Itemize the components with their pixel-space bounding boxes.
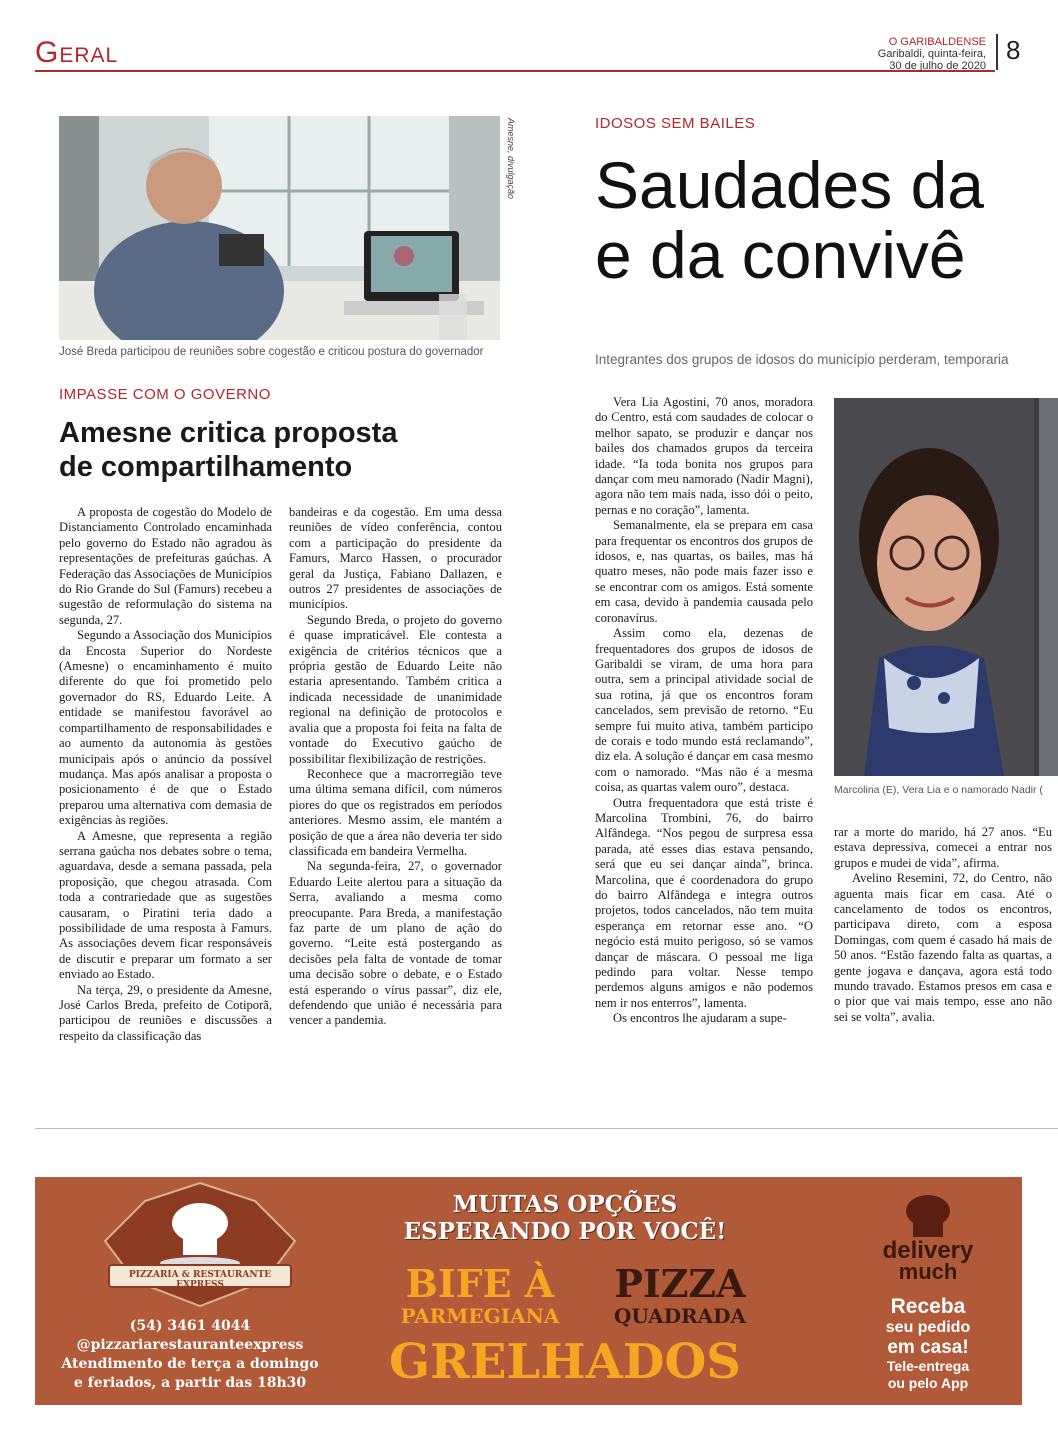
delivery-logo xyxy=(853,1185,1003,1285)
paragraph: bandeiras e da cogestão. Em uma dessa reuniões de vídeo conferência, contou com a participação do presidente da Famurs, Marco Hassen, o procurador geral da Justiça, Fabiano Dallazen, e outros 27 presidentes de associações de municípios. xyxy=(289,505,502,612)
masthead xyxy=(878,36,986,72)
photo-caption: José Breda participou de reuniões sobre cogestão e criticou postura do governador xyxy=(59,346,484,358)
paragraph: Na segunda-feira, 27, o governador Eduardo Leite alertou para a situação da Serra, avaliando a mesma como preocupante. Para Breda, a manifestação faz parte de um plano de ação do governo. “Leite está postergando as decisões pela falta de vontade de tomar uma decisão sobre o debate, e o Estado está esperando o vírus passar”, diz ele, defendendo que união é necessária para vencer a pandemia. xyxy=(289,859,502,1028)
date-line-1: Garibaldi, quinta-feira, xyxy=(877,48,986,60)
section-rule xyxy=(35,70,995,72)
left-headline-line-1: Amesne critica proposta xyxy=(59,417,398,449)
paragraph: Avelino Resemini, 72, do Centro, não aguenta mais ficar em casa. Até o cancelamento de todos os encontros, participava direto, com a esposa Domingas, com quem é casado há mais de 50 anos. “Estão fazendo falta as quartas, a gente jogava e dançava, agora está todo mundo travado. Estamos presos em casa e o pior que vai mais tempo, esse ano não sei se volta”, avalia. xyxy=(834,871,1052,1024)
ad-hours-1: Atendimento de terça a domingo xyxy=(61,1356,319,1372)
ad-hours-2: e feriados, a partir das 18h30 xyxy=(73,1375,307,1391)
right-deck: Integrantes dos grupos de idosos do município perderam, temporaria xyxy=(595,352,1009,367)
section-title: Geral xyxy=(35,36,119,69)
ad-phone: (54) 3461 4044 xyxy=(129,1318,251,1334)
page-divider xyxy=(996,34,998,70)
page-rule xyxy=(35,1128,1058,1129)
ad-handle: @pizzariarestauranteexpress xyxy=(76,1337,304,1353)
ad-banner-2: ESPERANDO POR VOCÊ! xyxy=(403,1218,727,1245)
tele-1: Tele-entrega xyxy=(886,1358,970,1374)
delivery-word-2: much xyxy=(898,1259,958,1284)
paragraph: A proposta de cogestão do Modelo de Distanciamento Controlado encaminhada pelo governo do Estado não agradou às representações de prefeituras gaúchas. A Federação das Associações de Municípios do Rio Grande do Sul (Famurs) recebeu a sugestão de reformulação do sistema na segunda, 27. xyxy=(59,505,272,627)
logo-name: PIZZARIA & RESTAURANTE EXPRESS xyxy=(128,1270,272,1290)
date-line-2: 30 de julho de 2020 xyxy=(889,60,986,72)
tele-2: ou pelo App xyxy=(887,1375,969,1391)
right-title-line-1: Saudades da xyxy=(595,150,985,222)
ad-banner xyxy=(365,1191,765,1245)
receba: Receba xyxy=(890,1295,966,1318)
paragraph: Os encontros lhe ajudaram a supe- xyxy=(613,1011,787,1026)
right-kicker: IDOSOS SEM BAILES xyxy=(595,115,756,132)
ad-bife-1: BIFE À xyxy=(405,1261,555,1306)
restaurant-logo xyxy=(95,1181,305,1311)
delivery-word-1: delivery xyxy=(882,1237,974,1264)
paragraph: Segundo a Associação dos Municípios da Encosta Superior do Nordeste (Amesne) o encaminhamento é muito diferente do que foi prometido pelo governador do RS, Eduardo Leite. A entidade se manifestou favorável ao compartilhamento de responsabilidades e ao aumento da autonomia às gestões municipais após o anúncio da possível mudança. Mas após analisar a proposta o posicionamento é de que o Estado preparou uma alternativa com demasia de exigências às regiões. xyxy=(59,628,272,828)
paragraph: Semanalmente, ela se prepara em casa para frequentar os encontros dos grupos de idosos, e, nas quartas, os bailes, mas há quatro meses, não pode mais fazer isso e se encontrar com os amigos. Está somente em casa, devido à pandemia causada pelo coronavírus. xyxy=(595,518,813,625)
ad-pizza-2: QUADRADA xyxy=(613,1304,747,1328)
photo-credit: Amesne, divulgação xyxy=(506,118,516,200)
paragraph: Na terça, 29, o presidente da Amesne, José Carlos Breda, prefeito de Cotiporã, participou de reuniões e discussões a respeito da classificação das xyxy=(59,982,272,1043)
paper-name: O GARIBALDENSE xyxy=(888,36,986,48)
ad-contact xyxy=(35,1317,345,1393)
ad-bife xyxy=(375,1263,585,1327)
paragraph: Outra frequentadora que está triste é Marcolina Trombini, 76, do bairro Alfândega. “Nos pegou de surpresa essa parada, até esses dias estava pensando, será que eu sei dançar ainda”, brinca. Marcolina, que é coordenadora do grupo do bairro Alfândega e integra outros projetos, todos cancelados, não tem muita esperança em retornar esse ano. “O negócio está muito perigoso, só se vamos dançar de máscara. O pessoal me liga pedindo para voltar. Nesse tempo perdemos alguns amigos e não podemos nem ir nos enterros”, lamenta. xyxy=(595,795,813,1010)
right-title-line-2: e da convivê xyxy=(595,218,966,290)
advertisement xyxy=(35,1177,1022,1405)
paragraph: rar a morte do marido, há 27 anos. “Eu estava depressiva, comecei a entrar nos grupos e mudei de vida”, afirma. xyxy=(834,825,1052,870)
breda-photo xyxy=(59,116,500,340)
marcolina-caption: Marcolina (E), Vera Lia e o namorado Nadir ( xyxy=(834,784,1043,796)
marcolina-photo xyxy=(834,398,1058,776)
left-headline xyxy=(59,416,397,484)
ad-banner-1: MUITAS OPÇÕES xyxy=(452,1191,678,1218)
paragraph: A Amesne, que representa a região serrana gaúcha nos debates sobre o tema, aguardava, desde a semana passada, pela proposição, que chegou atrasada. Com toda a contrariedade que as sugestões causaram, o Piratini teria dado a possibilidade de uma resposta à Famurs. As associações devem ficar responsáveis de discutir e preparar um formato a ser enviado ao Estado. xyxy=(59,828,272,982)
ad-bife-2: PARMEGIANA xyxy=(400,1304,560,1328)
ad-pizza xyxy=(600,1263,760,1327)
left-headline-line-2: de compartilhamento xyxy=(59,451,353,483)
chef-hat-icon xyxy=(853,1185,1003,1241)
left-column-2 xyxy=(289,505,502,1029)
page-number: 8 xyxy=(1006,35,1021,65)
ad-pizza-1: PIZZA xyxy=(614,1261,746,1306)
paragraph: Segundo Breda, o projeto do governo é quase impraticável. Ele contesta a exigência de critérios técnicos que a própria gestão de Eduardo Leite não estaria apresentando. Também critica a indicada necessidade de unanimidade regional na definição de protocolos e avalia que a proposta foi feita na falta de vontade do Executivo gaúcho de possibilitar flexibilização de restrições. xyxy=(289,612,502,766)
ad-grelhados: GRELHADOS xyxy=(389,1334,741,1390)
paragraph: Assim como ela, dezenas de frequentadores dos grupos de idosos de Garibaldi se viram, de uma hora para outra, sem a principal atividade social de sua rotina, já que os encontros foram cancelados, sem previsão de retorno. “Eu sempre fui muito ativa, também participo de corais e todo mundo está reclamando”, diz ela. A solução é dançar em casa mesmo com o namorado. “Mas não é a mesma coisa, as quartas valem ouro”, destaca. xyxy=(595,626,813,795)
right-title xyxy=(595,150,1058,290)
right-column-2 xyxy=(834,825,1052,1025)
left-kicker: IMPASSE COM O GOVERNO xyxy=(59,386,271,403)
paragraph: Vera Lia Agostini, 70 anos, moradora do Centro, está com saudades de colocar o melhor sapato, se produzir e dançar nos bailes dos chamados grupos da terceira idade. “Ia toda bonita nos grupos para dançar com meu namorado (Nadir Magni), agora não tem mais nada, isso dói o peito, pernas e no coração”, lamenta. xyxy=(595,395,813,517)
right-column-1 xyxy=(595,395,813,1027)
delivery-text xyxy=(853,1295,1003,1392)
em-casa: em casa! xyxy=(887,1337,969,1358)
paragraph: Reconhece que a macrorregião teve uma última semana difícil, com números piores do que os registrados em períodos anteriores. Mesmo assim, ele mantém a posição de que a área não deveria ter sido classificada em bandeira Vermelha. xyxy=(289,766,502,858)
left-column-1 xyxy=(59,505,272,1044)
seu-pedido: seu pedido xyxy=(885,1319,971,1336)
